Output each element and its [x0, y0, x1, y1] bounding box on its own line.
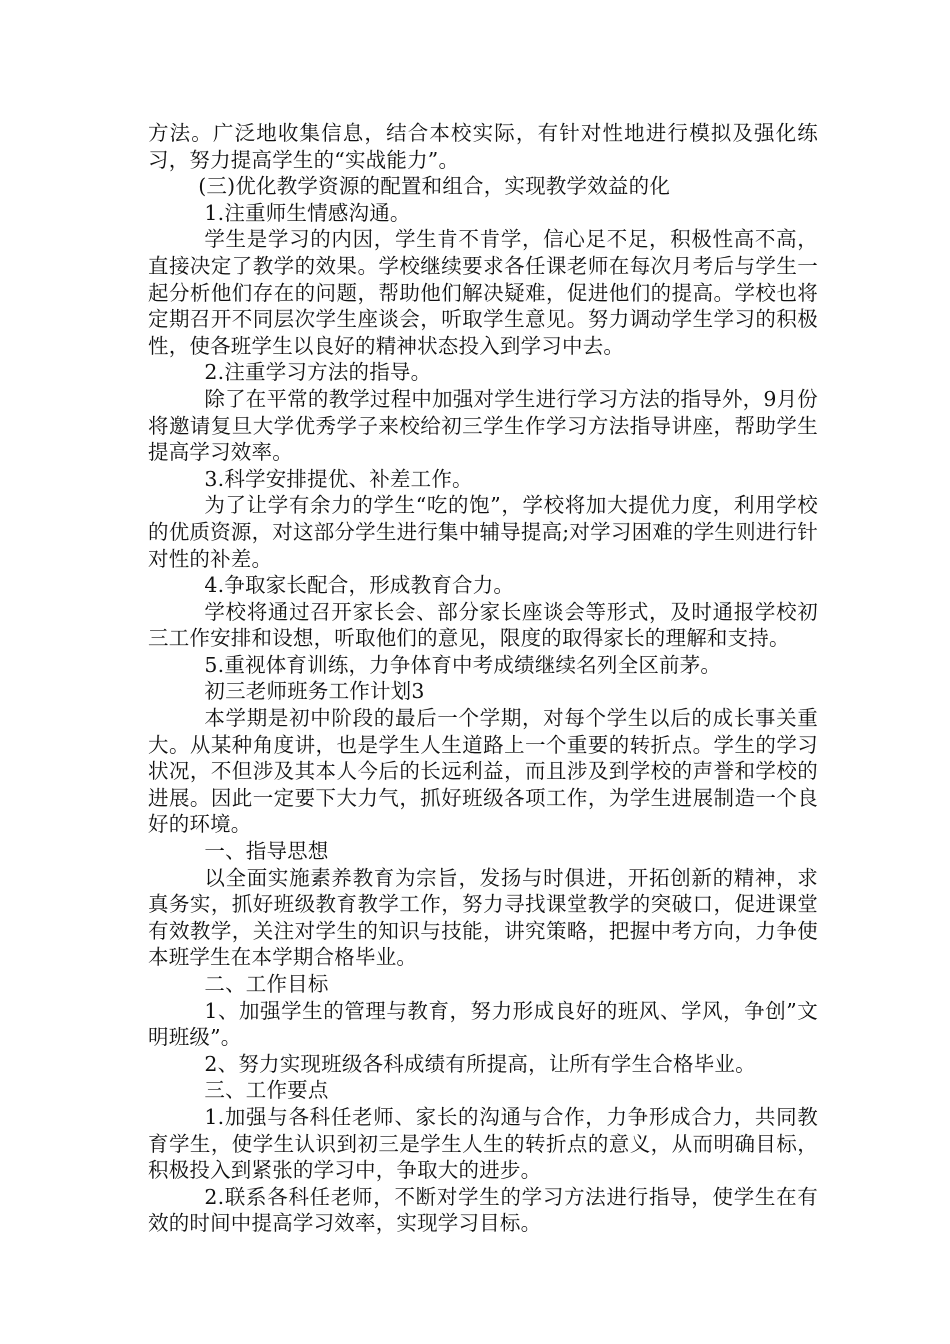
- list-item: 1、加强学生的管理与教育，努力形成良好的班风、学风，争创”文明班级”。: [148, 998, 818, 1050]
- paragraph: 方法。广泛地收集信息，结合本校实际，有针对性地进行模拟及强化练习，努力提高学生的“实战能力”。: [148, 121, 818, 172]
- list-item: 1.加强与各科任老师、家长的沟通与合作，力争形成合力，共同教育学生，使学生认识到初三是学生人生的转折点的意义，从而明确目标，积极投入到紧张的学习中，争取大的进步。: [148, 1104, 818, 1183]
- subsection-heading: 5.重视体育训练，力争体育中考成绩继续名列全区前茅。: [204, 652, 722, 677]
- subsection-heading: 1.注重师生情感沟通。: [204, 200, 411, 225]
- list-item: 2.联系各科任老师，不断对学生的学习方法进行指导，使学生在有效的时间中提高学习效率，实现学习目标。: [148, 1184, 818, 1236]
- document-title: 初三老师班务工作计划3: [204, 679, 425, 704]
- subsection-heading: 2.注重学习方法的指导。: [204, 360, 432, 385]
- document-body: [148, 120, 818, 1237]
- subsection-heading: 4.争取家长配合，形成教育合力。: [204, 573, 515, 598]
- section-heading: (三)优化教学资源的配置和组合，实现教学效益的化: [198, 174, 671, 199]
- section-heading: 二、工作目标: [204, 972, 329, 996]
- section-heading: 三、工作要点: [204, 1078, 329, 1103]
- subsection-heading: 3.科学安排提优、补差工作。: [204, 466, 473, 491]
- section-heading: 一、指导思想: [204, 839, 329, 864]
- paragraph: 学校将通过召开家长会、部分家长座谈会等形式，及时通报学校初三工作安排和设想，听取他们的意见，限度的取得家长的理解和支持。: [148, 599, 818, 651]
- paragraph: 以全面实施素养教育为宗旨，发扬与时俱进，开拓创新的精神，求真务实，抓好班级教育教学工作，努力寻找课堂教学的突破口，促进课堂有效教学，关注对学生的知识与技能，讲究策略，把握中考方向，力争使本班学生在本学期合格毕业。: [148, 865, 818, 970]
- paragraph: 学生是学习的内因，学生肯不肯学，信心足不足，积极性高不高，直接决定了教学的效果。学校继续要求各任课老师在每次月考后与学生一起分析他们存在的问题，帮助他们解决疑难，促进他们的提高。学校也将定期召开不同层次学生座谈会，听取学生意见。努力调动学生学习的积极性，使各班学生以良好的精神状态投入到学习中去。: [148, 227, 818, 358]
- paragraph: 为了让学有余力的学生“吃的饱”，学校将加大提优力度，利用学校的优质资源，对这部分学生进行集中辅导提高;对学习困难的学生则进行针对性的补差。: [148, 493, 818, 571]
- list-item: 2、努力实现班级各科成绩有所提高，让所有学生合格毕业。: [204, 1051, 756, 1076]
- paragraph: 本学期是初中阶段的最后一个学期，对每个学生以后的成长事关重大。从某种角度讲，也是学生人生道路上一个重要的转折点。学生的学习状况，不但涉及其本人今后的长远利益，而且涉及到学校的声誉和学校的进展。因此一定要下大力气，抓好班级各项工作，为学生进展制造一个良好的环境。: [148, 706, 818, 837]
- paragraph: 除了在平常的教学过程中加强对学生进行学习方法的指导外，9月份将邀请复旦大学优秀学子来校给初三学生作学习方法指导讲座，帮助学生提高学习效率。: [148, 386, 818, 465]
